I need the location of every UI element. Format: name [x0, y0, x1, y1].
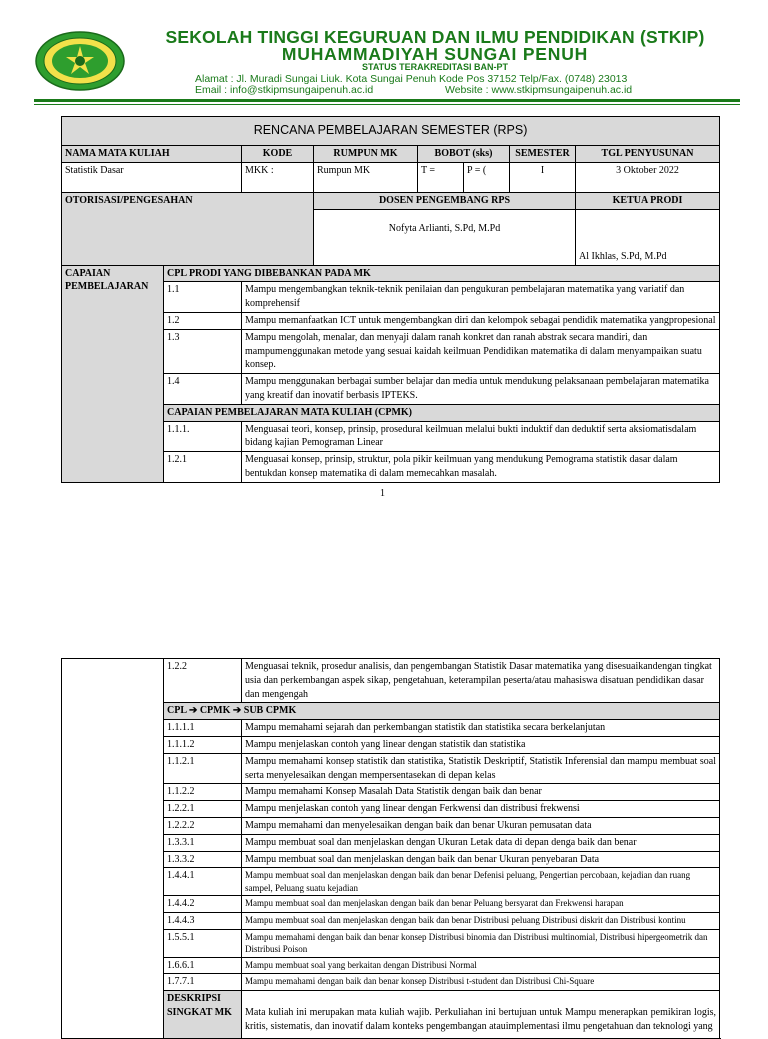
sub-cpmk-code: 1.5.5.1: [164, 929, 242, 957]
capaian-label: CAPAIAN PEMBELAJARAN: [62, 265, 164, 482]
sub-cpmk-text: Mampu memahami dengan baik dan benar konsep Distribusi t-student dan Distribusi Chi-Square: [242, 974, 720, 991]
header-rumpun: RUMPUN MK: [314, 146, 418, 163]
rps-table-continued: [61, 658, 720, 1039]
sub-cpmk-code: 1.7.7.1: [164, 974, 242, 991]
header-bobot: BOBOT (sks): [418, 146, 510, 163]
value-p: P = (: [464, 162, 510, 192]
value-kode: MKK :: [242, 162, 314, 192]
value-t: T =: [418, 162, 464, 192]
kaprodi-name: Al Ikhlas, S.Pd, M.Pd: [576, 209, 720, 265]
sub-cpmk-code: 1.2.2.1: [164, 801, 242, 818]
cpmk-row: [62, 659, 720, 703]
cpl-text: Mampu menggunakan berbagai sumber belajar dan media untuk mendukung pelaksanaan pembelajaran matematika yang kreatif dan inovatif berbasis IPTEKS.: [242, 374, 720, 405]
cpl-header: CPL PRODI YANG DIBEBANKAN PADA MK: [164, 265, 720, 282]
sub-cpmk-text: Mampu membuat soal dan menjelaskan dengan Ukuran Letak data di depan denga baik dan benar: [242, 834, 720, 851]
value-tgl: 3 Oktober 2022: [576, 162, 720, 192]
sub-cpmk-code: 1.4.4.2: [164, 896, 242, 913]
cpl-text: Mampu mengembangkan teknik-teknik penilaian dan pengukuran pembelajaran matematika yang variatif dan komprehensif: [242, 282, 720, 313]
institution-name: SEKOLAH TINGGI KEGURUAN DAN ILMU PENDIDIKAN (STKIP): [165, 27, 705, 47]
sub-cpmk-code: 1.1.1.2: [164, 736, 242, 753]
sub-cpmk-text: Mampu memahami dengan baik dan benar konsep Distribusi binomia dan Distribusi multinomial, Distribusi hipergeometrik dan Distribusi Poison: [242, 929, 720, 957]
sub-cpmk-code: 1.4.4.1: [164, 868, 242, 896]
contact-line: [195, 84, 633, 96]
cpmk-code: 1.2.2: [164, 659, 242, 703]
rps-table: [61, 116, 720, 483]
otorisasi-label: OTORISASI/PENGESAHAN: [62, 192, 314, 265]
value-rumpun: Rumpun MK: [314, 162, 418, 192]
sub-cpmk-text: Mampu membuat soal dan menjelaskan dengan baik dan benar Peluang bersyarat dan Frekwensi harapan: [242, 896, 720, 913]
cpmk-text: Menguasai teknik, prosedur analisis, dan pengembangan Statistik Dasar matematika yang disesuaikandengan tingkat usia dan perkembangan aspek sikap, pengetahuan, keterampilan peserta/atau mahasiswa disatuan pendidikan dasar dan mengengah: [242, 659, 720, 703]
sub-cpmk-code: 1.6.6.1: [164, 957, 242, 974]
value-semester: I: [510, 162, 576, 192]
header-rule-thick: [34, 99, 740, 102]
sub-cpmk-code: 1.3.3.1: [164, 834, 242, 851]
rps-header-row: [62, 146, 720, 163]
sub-cpmk-text: Mampu membuat soal dan menjelaskan dengan baik dan benar Ukuran penyebaran Data: [242, 851, 720, 868]
website-text: Website : www.stkipmsungaipenuh.ac.id: [445, 84, 633, 96]
header-tgl: TGL PENYUSUNAN: [576, 146, 720, 163]
cpl-code: 1.2: [164, 312, 242, 329]
cpmk-header: CAPAIAN PEMBELAJARAN MATA KULIAH (CPMK): [164, 404, 720, 421]
sub-cpmk-header: CPL ➔ CPMK ➔ SUB CPMK: [164, 703, 720, 720]
sub-cpmk-text: Mampu memahami Konsep Masalah Data Statistik dengan baik dan benar: [242, 784, 720, 801]
sub-cpmk-text: Mampu memahami sejarah dan perkembangan statistik dan statistika secara berkelanjutan: [242, 720, 720, 737]
rps-title: RENCANA PEMBELAJARAN SEMESTER (RPS): [62, 117, 720, 146]
institution-subname: MUHAMMADIYAH SUNGAI PENUH: [281, 44, 589, 64]
sub-cpmk-code: 1.1.2.2: [164, 784, 242, 801]
sub-cpmk-text: Mampu menjelaskan contoh yang linear dengan statistik dan statistika: [242, 736, 720, 753]
sub-cpmk-text: Mampu memahami konsep statistik dan statistika, Statistik Deskriptif, Statistik Inferensial dan mampu membuat soal serta menyelesaikan dengan mempersentasekan di depan kelas: [242, 753, 720, 784]
stkip-logo-icon: [34, 30, 126, 92]
sub-cpmk-code: 1.2.2.2: [164, 817, 242, 834]
dosen-name: Nofyta Arlianti, S.Pd, M.Pd: [314, 209, 576, 265]
page-number: 1: [380, 488, 385, 499]
sub-cpmk-text: Mampu membuat soal dan menjelaskan dengan baik dan benar Defenisi peluang, Pengertian percobaan, kejadian dan ruang sampel, Peluang suatu kejadian: [242, 868, 720, 896]
email-text: Email : info@stkipmsungaipenuh.ac.id: [195, 84, 374, 96]
header-kode: KODE: [242, 146, 314, 163]
deskripsi-label: DESKRIPSI SINGKAT MK: [164, 991, 242, 1039]
cpmk-code: 1.1.1.: [164, 421, 242, 452]
cpmk-code: 1.2.1: [164, 452, 242, 483]
sub-cpmk-text: Mampu menjelaskan contoh yang linear dengan Ferkwensi dan distribusi frekwensi: [242, 801, 720, 818]
dosen-header: DOSEN PENGEMBANG RPS: [314, 192, 576, 209]
header-nama: NAMA MATA KULIAH: [62, 146, 242, 163]
kaprodi-header: KETUA PRODI: [576, 192, 720, 209]
cpl-code: 1.1: [164, 282, 242, 313]
cpmk-text: Menguasai teori, konsep, prinsip, prosedural keilmuan melalui bukti induktif dan deduktif serta aksiomatisdalam bidang kajian Pemograman Linear: [242, 421, 720, 452]
header-semester: SEMESTER: [510, 146, 576, 163]
sub-cpmk-code: 1.1.1.1: [164, 720, 242, 737]
capaian-continued: [62, 659, 164, 1039]
rps-values-row: [62, 162, 720, 192]
cpl-text: Mampu mengolah, menalar, dan menyaji dalam ranah konkret dan ranah abstrak secara mandiri, dan mampumenggunakan metode yang sesuai kaidah keilmuan Pendidikan matematika di dalam menyampaikan suatu konsep.: [242, 329, 720, 373]
accreditation-status: STATUS TERAKREDITASI BAN-PT: [362, 62, 508, 72]
header-rule-thin: [34, 104, 740, 105]
institution-address: Alamat : Jl. Muradi Sungai Liuk. Kota Sungai Penuh Kode Pos 37152 Telp/Fax. (0748) 23013: [195, 73, 628, 85]
sub-cpmk-text: Mampu membuat soal yang berkaitan dengan Distribusi Normal: [242, 957, 720, 974]
deskripsi-text: Mata kuliah ini merupakan mata kuliah wajib. Perkuliahan ini bertujuan untuk Mampu menerapkan pemikiran logis, kritis, sistematis, dan inovatif dalam konteks pengembangan atauimplementasi ilmu pengetahuan dan teknologi yang: [242, 991, 720, 1039]
sub-cpmk-code: 1.3.3.2: [164, 851, 242, 868]
cpl-text: Mampu memanfaatkan ICT untuk mengembangkan diri dan kelompok sebagai pendidik matematika yangpropesional: [242, 312, 720, 329]
cpl-code: 1.4: [164, 374, 242, 405]
cpl-code: 1.3: [164, 329, 242, 373]
sub-cpmk-text: Mampu memahami dan menyelesaikan dengan baik dan benar Ukuran pemusatan data: [242, 817, 720, 834]
value-nama: Statistik Dasar: [62, 162, 242, 192]
cpmk-text: Menguasai konsep, prinsip, struktur, pola pikir keilmuan yang mendukung Pemograma statistik dasar dalam bentukdan konsep matematika di dalam memecahkan masalah.: [242, 452, 720, 483]
sub-cpmk-code: 1.4.4.3: [164, 912, 242, 929]
sub-cpmk-code: 1.1.2.1: [164, 753, 242, 784]
sub-cpmk-text: Mampu membuat soal dan menjelaskan dengan baik dan benar Distribusi peluang Distribusi diskrit dan Distribusi kontinu: [242, 912, 720, 929]
